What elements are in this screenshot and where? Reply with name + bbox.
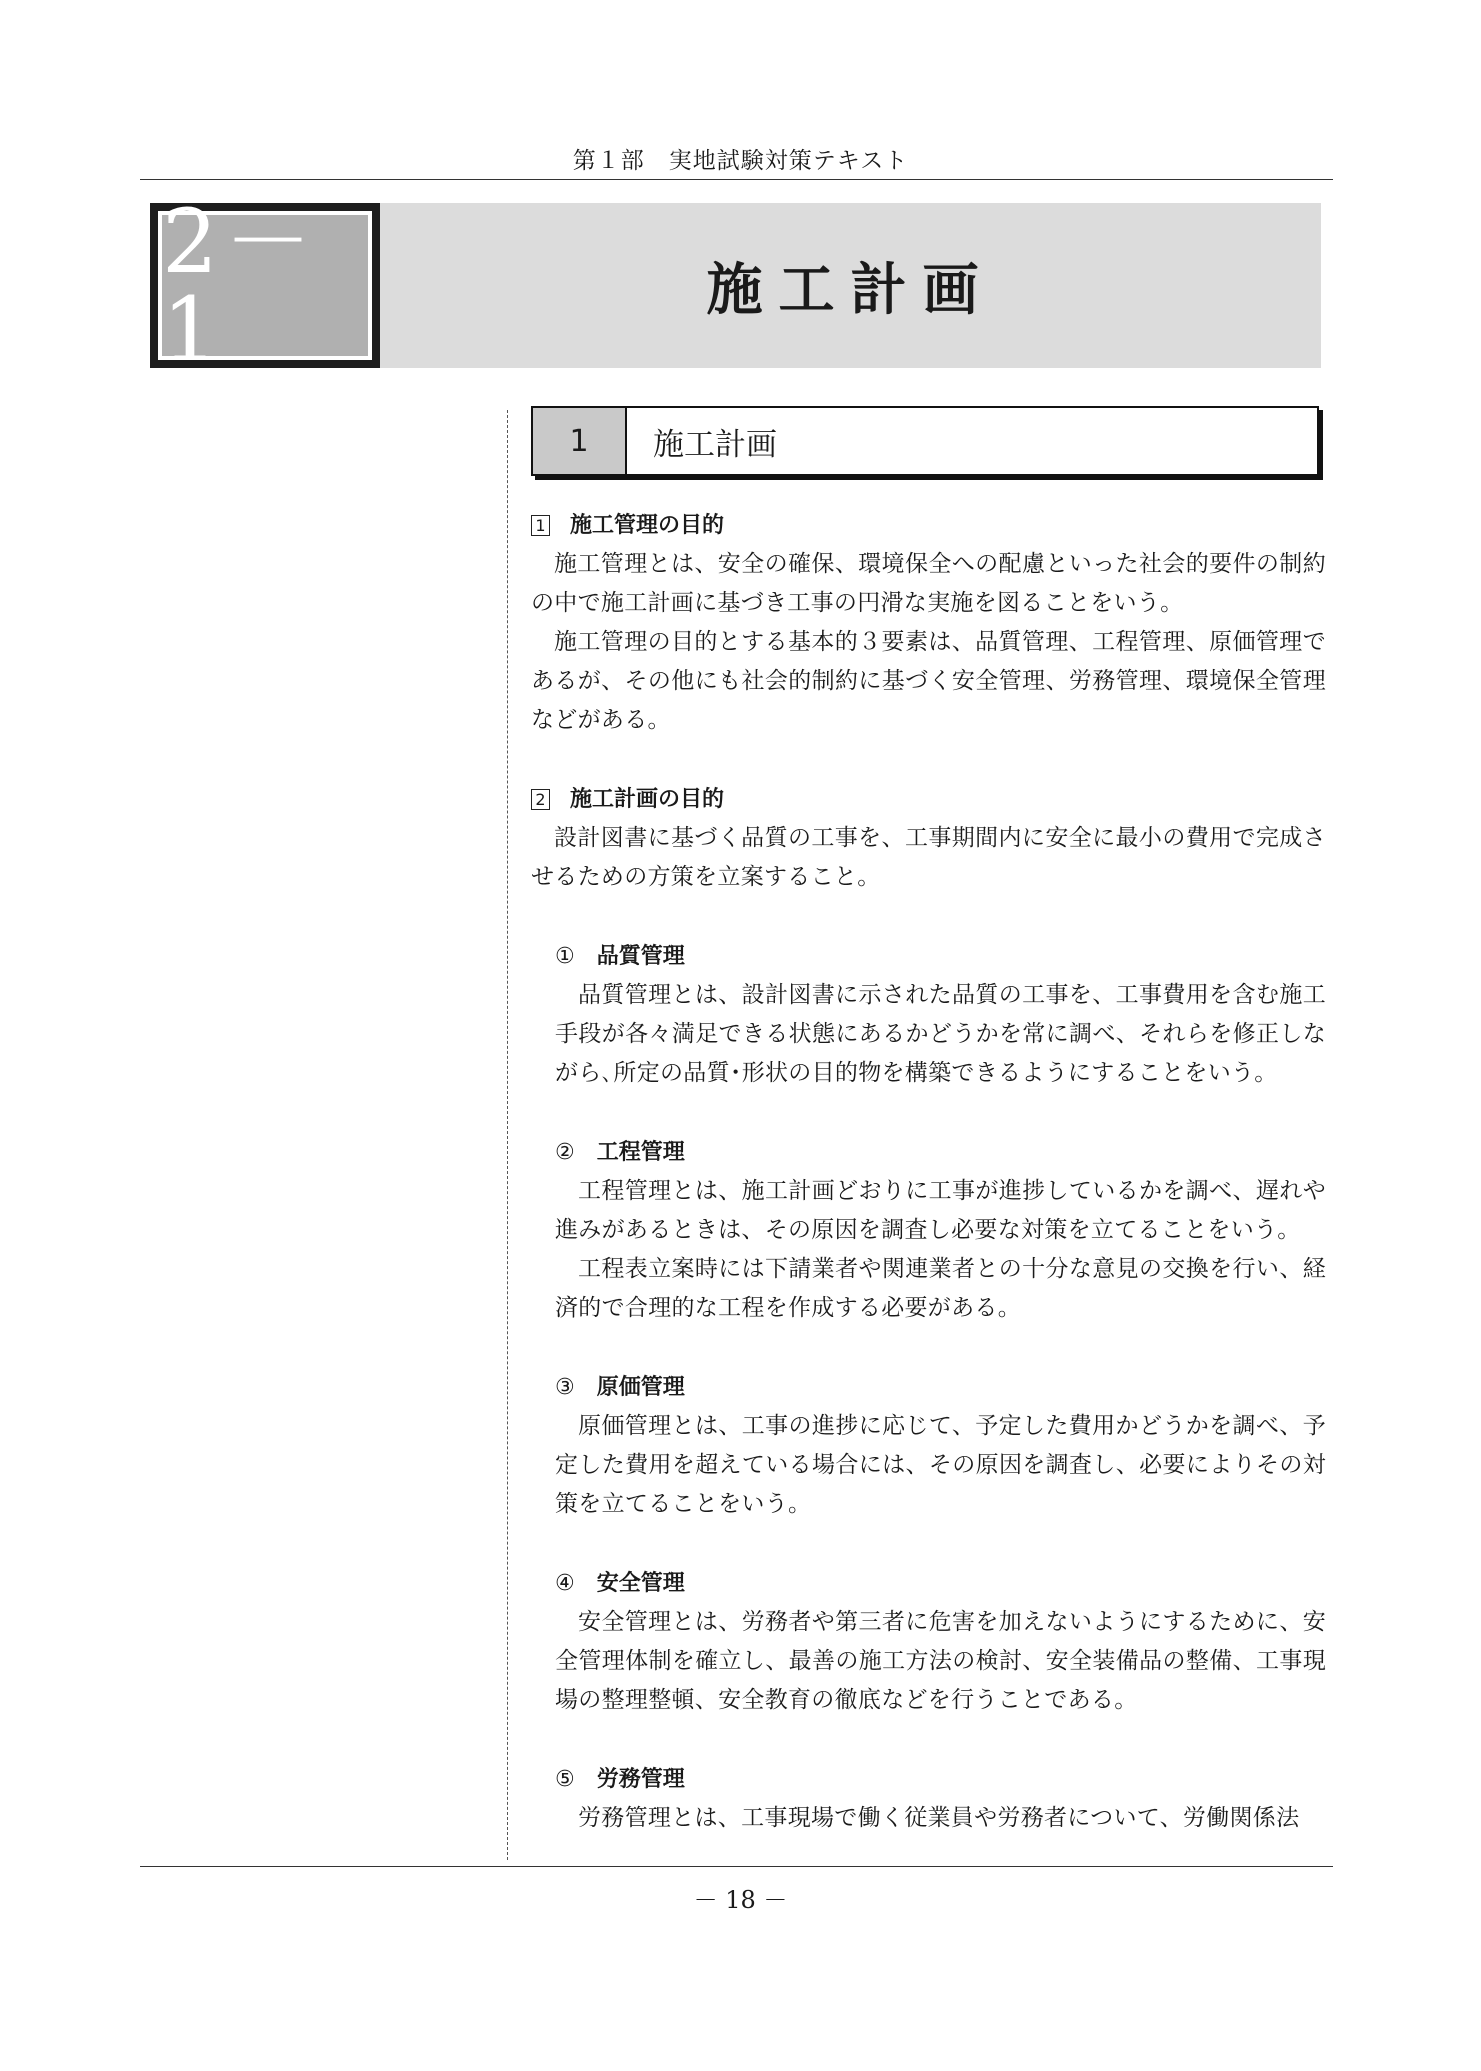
circled-number: ④ [555, 1571, 575, 1596]
subsection-heading [555, 1760, 1326, 1799]
paragraph: 施工管理の目的とする基本的３要素は、品質管理、工程管理、原価管理であるが、その他にも社会的制約に基づく安全管理、労務管理、環境保全管理などがある。 [531, 629, 1326, 733]
page-number: － 18 － [693, 1886, 788, 1914]
block-heading-text: 施工計画の目的 [570, 787, 725, 812]
paragraph: 工程管理とは、施工計画どおりに工事が進捗しているかを調べ、遅れや進みがあるときは、その原因を調査し必要な対策を立てることをいう。 [555, 1178, 1326, 1243]
column-divider [507, 410, 508, 1860]
chapter-number: 2－1 [162, 189, 318, 381]
circled-number: ③ [555, 1375, 575, 1400]
section-title: 施工計画 [653, 426, 777, 463]
circled-number: ② [555, 1140, 575, 1165]
paragraph: 品質管理とは、設計図書に示された品質の工事を、工事費用を含む施工手段が各々満足できる状態にあるかどうかを常に調べ、それらを修正しながら､所定の品質･形状の目的物を構築できるようにすることをいう。 [555, 982, 1326, 1086]
subsection-schedule-control [555, 1133, 1326, 1328]
subsection-safety-control [555, 1564, 1326, 1720]
chapter-title: 施工計画 [706, 257, 995, 323]
subsection-heading-text: 労務管理 [596, 1767, 685, 1792]
paragraph: 設計図書に基づく品質の工事を、工事期間内に安全に最小の費用で完成させるための方策を立案すること。 [531, 825, 1326, 890]
main-content [531, 506, 1326, 1838]
running-head: 第１部 実地試験対策テキスト [572, 148, 909, 174]
circled-number: ⑤ [555, 1767, 575, 1792]
circled-number: ① [555, 944, 575, 969]
block-purpose-of-construction-management [531, 506, 1326, 740]
subsection-heading [555, 937, 1326, 976]
block-purpose-of-construction-plan [531, 780, 1326, 897]
subsection-heading [555, 1133, 1326, 1172]
paragraph: 労務管理とは、工事現場で働く従業員や労務者について、労働関係法 [578, 1805, 1300, 1831]
footer-rule [140, 1866, 1333, 1867]
block-heading-text: 施工管理の目的 [570, 513, 725, 538]
subsection-cost-control [555, 1368, 1326, 1524]
paragraph: 施工管理とは、安全の確保、環境保全への配慮といった社会的要件の制約の中で施工計画に基づき工事の円滑な実施を図ることをいう。 [531, 551, 1326, 616]
chapter-number-box [150, 189, 380, 381]
paragraph: 工程表立案時には下請業者や関連業者との十分な意見の交換を行い、経済的で合理的な工程を作成する必要がある。 [555, 1256, 1326, 1321]
subsection-heading-text: 安全管理 [596, 1571, 685, 1596]
header-rule [140, 179, 1333, 180]
subsection-labor-control [555, 1760, 1326, 1838]
subsection-heading [555, 1368, 1326, 1407]
paragraph: 原価管理とは、工事の進捗に応じて、予定した費用かどうかを調べ、予定した費用を超えている場合には、その原因を調査し、必要によりその対策を立てることをいう。 [555, 1413, 1326, 1517]
subsection-quality-control [555, 937, 1326, 1093]
block-heading [531, 506, 1326, 545]
subsection-heading-text: 工程管理 [596, 1140, 685, 1165]
paragraph: 安全管理とは、労務者や第三者に危害を加えないようにするために、安全管理体制を確立し、最善の施工方法の検討、安全装備品の整備、工事現場の整理整頓、安全教育の徹底などを行うことである。 [555, 1609, 1326, 1713]
subsection-heading-text: 品質管理 [596, 944, 685, 969]
subsection-heading [555, 1564, 1326, 1603]
block-heading [531, 780, 1326, 819]
section-header [531, 406, 1319, 476]
section-number: 1 [533, 408, 627, 474]
boxed-number: 2 [531, 789, 550, 810]
chapter-title-band [380, 203, 1321, 368]
subsection-heading-text: 原価管理 [596, 1375, 685, 1400]
boxed-number: 1 [531, 515, 550, 536]
